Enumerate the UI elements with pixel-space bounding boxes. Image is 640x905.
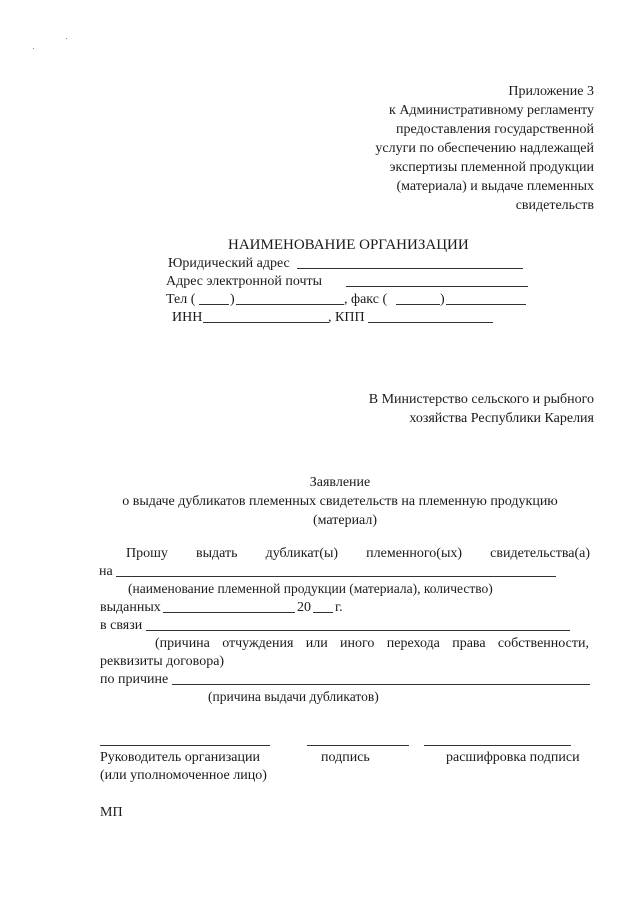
- duplicates-hint: (причина выдачи дубликатов): [208, 689, 379, 704]
- issued-label: выданных: [100, 600, 161, 615]
- phone-number-field[interactable]: [236, 304, 344, 305]
- year-label: 20: [297, 600, 311, 615]
- reason-hint-word: (причина: [155, 636, 210, 651]
- appendix-line: (материала) и выдаче племенных: [396, 179, 594, 194]
- reason-hint-word: или: [305, 636, 328, 651]
- appendix-number: Приложение 3: [508, 84, 594, 99]
- legal-address-field[interactable]: [297, 268, 523, 269]
- phone-code-field[interactable]: [199, 304, 229, 305]
- due-label: в связи: [100, 618, 143, 633]
- head-label: Руководитель организации: [100, 750, 260, 765]
- reason-hint: [155, 634, 589, 653]
- fax-label: , факс (: [344, 292, 388, 307]
- issued-date-field[interactable]: [163, 612, 295, 613]
- email-address-field[interactable]: [346, 286, 528, 287]
- signature-label: подпись: [321, 750, 370, 765]
- fax-number-field[interactable]: [446, 304, 526, 305]
- scan-speck: [66, 38, 67, 39]
- title-subheading-cont: (материал): [312, 513, 378, 528]
- request-word: выдать: [195, 546, 238, 561]
- head-label-cont: (или уполномоченное лицо): [100, 768, 267, 783]
- request-word: свидетельства(а): [490, 546, 590, 561]
- request-word: Прошу: [126, 546, 168, 561]
- reason-hint-word: отчуждения: [222, 636, 294, 651]
- inn-field[interactable]: [203, 322, 329, 323]
- product-field[interactable]: [116, 576, 556, 577]
- signature-line[interactable]: [307, 745, 409, 746]
- phone-label: Тел (: [166, 292, 196, 307]
- appendix-line: к Административному регламенту: [389, 103, 594, 118]
- organization-name: НАИМЕНОВАНИЕ ОРГАНИЗАЦИИ: [228, 237, 469, 253]
- kpp-field[interactable]: [368, 322, 493, 323]
- title-heading: Заявление: [309, 475, 371, 490]
- on-label: на: [99, 564, 113, 579]
- kpp-label: , КПП: [328, 310, 365, 325]
- appendix-line: свидетельств: [515, 198, 594, 213]
- stamp-place: МП: [100, 805, 123, 820]
- duplicates-reason-field[interactable]: [172, 684, 590, 685]
- signature-decode-label: расшифровка подписи: [446, 750, 580, 765]
- inn-label: ИНН: [172, 310, 203, 325]
- reason-hint-word: иного: [340, 636, 375, 651]
- request-line: [126, 544, 590, 563]
- head-signature-line[interactable]: [100, 745, 270, 746]
- recipient-line: хозяйства Республики Карелия: [409, 411, 594, 426]
- product-hint: (наименование племенной продукции (материала), количество): [128, 581, 493, 596]
- request-word: племенного(ых): [366, 546, 463, 561]
- phone-code-close: ): [230, 292, 235, 307]
- reason-hint-line2: реквизиты договора): [100, 654, 225, 669]
- appendix-line: экспертизы племенной продукции: [389, 160, 594, 175]
- email-address-label: Адрес электронной почты: [166, 274, 323, 289]
- title-subheading: о выдаче дубликатов племенных свидетельств на племенную продукцию: [122, 494, 558, 509]
- request-word: дубликат(ы): [265, 546, 339, 561]
- legal-address-label: Юридический адрес: [168, 256, 290, 271]
- reason-hint-word: права: [452, 636, 486, 651]
- fax-code-close: ): [440, 292, 445, 307]
- year-suffix: г.: [335, 600, 343, 615]
- reason-hint-word: перехода: [386, 636, 440, 651]
- scan-speck: [33, 48, 34, 49]
- appendix-line: предоставления государственной: [395, 122, 594, 137]
- appendix-line: услуги по обеспечению надлежащей: [375, 141, 594, 156]
- year-field[interactable]: [313, 612, 333, 613]
- fax-code-field[interactable]: [396, 304, 440, 305]
- reason-field[interactable]: [146, 630, 570, 631]
- because-label: по причине: [100, 672, 169, 687]
- reason-hint-word: собственности,: [497, 636, 589, 651]
- recipient-line: В Министерство сельского и рыбного: [368, 392, 594, 407]
- signature-decode-line[interactable]: [424, 745, 571, 746]
